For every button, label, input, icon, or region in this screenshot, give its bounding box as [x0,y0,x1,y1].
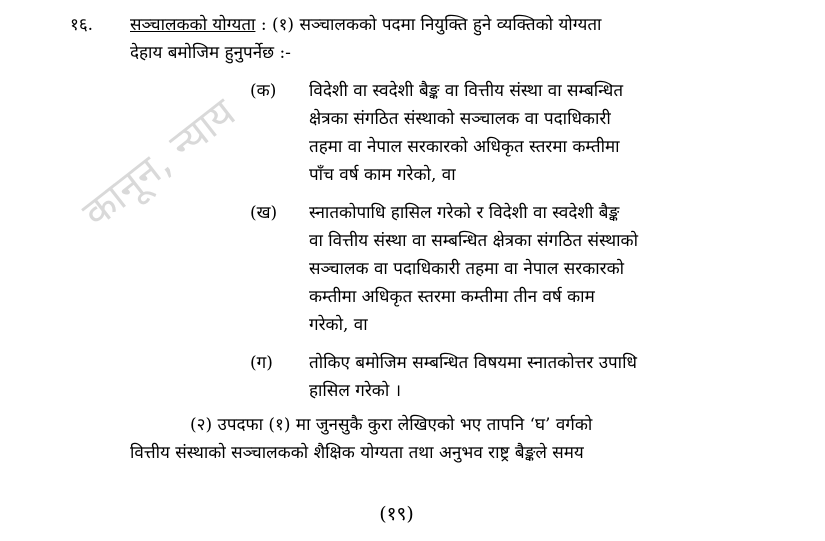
page-number: (१९) [379,503,414,525]
item-line: तहमा वा नेपाल सरकारको अधिकृत स्तरमा कम्तीमा [309,137,620,157]
section-title: सञ्चालकको योग्यता [130,15,256,35]
section-number: १६. [70,15,94,35]
item-label: (ख) [250,203,278,223]
subsection-line: वित्तीय संस्थाको सञ्चालकको शैक्षिक योग्यता तथा अनुभव राष्ट्र बैङ्कले समय [130,443,584,463]
item-label: (क) [250,81,277,101]
section-intro-line2: देहाय बमोजिम हुनुपर्नेछ :- [130,43,291,63]
subsection-line: (२) उपदफा (१) मा जुनसुकै कुरा लेखिएको भए तापनि ‘घ’ वर्गको [190,415,593,435]
item-line: पाँच वर्ष काम गरेको, वा [309,165,456,185]
item-line: हासिल गरेको । [309,381,402,401]
item-line: वा वित्तीय संस्था वा सम्बन्धित क्षेत्रका संगठित संस्थाको [309,231,638,251]
item-line: गरेको, वा [309,315,368,335]
item-line: कम्तीमा अधिकृत स्तरमा कम्तीमा तीन वर्ष काम [309,287,595,307]
section-intro: : (१) सञ्चालकको पदमा नियुक्ति हुने व्यक्तिको योग्यता [260,15,602,35]
item-line: सञ्चालक वा पदाधिकारी तहमा वा नेपाल सरकारको [309,259,625,279]
item-line: स्नातकोपाधि हासिल गरेको र विदेशी वा स्वदेशी बैङ्क [309,203,620,223]
item-line: विदेशी वा स्वदेशी बैङ्क वा वित्तीय संस्था वा सम्बन्धित [309,81,624,101]
item-line: तोकिए बमोजिम सम्बन्धित विषयमा स्नातकोत्तर उपाधि [309,353,637,373]
section-heading-line [130,12,601,35]
item-label: (ग) [250,353,273,373]
watermark-text: कानून, न्याय [74,90,245,237]
item-line: क्षेत्रका संगठित संस्थाको सञ्चालक वा पदाधिकारी [309,109,611,129]
